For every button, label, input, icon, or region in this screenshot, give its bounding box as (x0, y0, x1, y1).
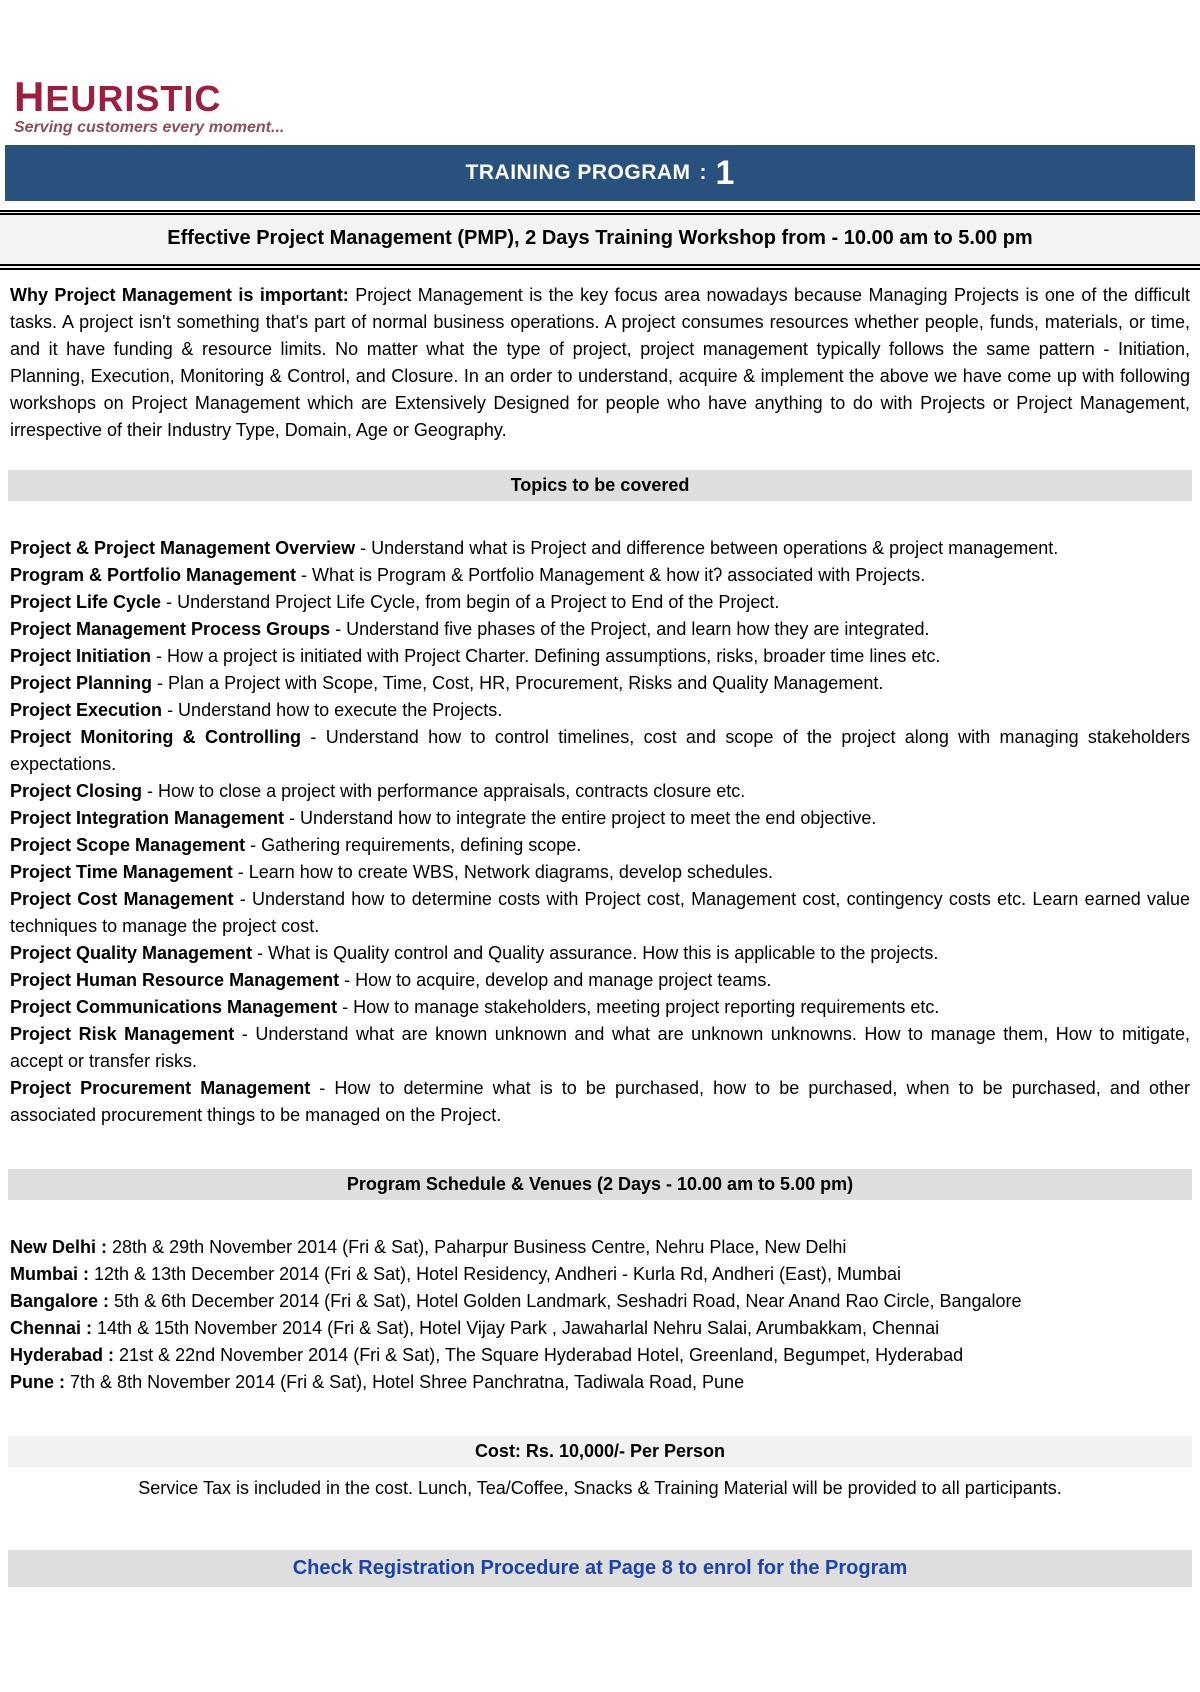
workshop-title: Effective Project Management (PMP), 2 Days Training Workshop from - 10.00 am to 5.00 pm (167, 227, 1033, 249)
schedule-item (10, 1234, 1190, 1261)
topic-name: Project Time Management (10, 862, 233, 882)
topic-item (10, 967, 1190, 994)
training-program-label: TRAINING PROGRAM (465, 161, 691, 184)
schedule-item (10, 1261, 1190, 1288)
schedule-city: Chennai : (10, 1318, 93, 1338)
training-program-number: 1 (715, 154, 735, 192)
schedule-section-heading (8, 1169, 1192, 1200)
topic-item (10, 589, 1190, 616)
schedule-details: 12th & 13th December 2014 (Fri & Sat), Hotel Residency, Andheri - Kurla Rd, Andheri (East), Mumbai (94, 1264, 902, 1284)
topic-name: Project Integration Management (10, 808, 285, 828)
topic-name: Project Planning (10, 673, 153, 693)
topic-item (10, 724, 1190, 778)
cost-heading-bar (8, 1436, 1192, 1467)
schedule-details: 28th & 29th November 2014 (Fri & Sat), Paharpur Business Centre, Nehru Place, New Delhi (112, 1237, 847, 1257)
topic-name: Project & Project Management Overview (10, 538, 356, 558)
topic-item (10, 643, 1190, 670)
schedule-city: Hyderabad : (10, 1345, 115, 1365)
workshop-title-bar (0, 210, 1200, 270)
topic-desc: - Understand how to execute the Projects. (167, 700, 503, 720)
topic-name: Project Communications Management (10, 997, 338, 1017)
schedule-item (10, 1342, 1190, 1369)
schedule-item (10, 1369, 1190, 1396)
topic-item (10, 886, 1190, 940)
heuristic-logo: HEURISTIC (14, 73, 222, 120)
topic-desc: - Gathering requirements, defining scope. (250, 835, 582, 855)
schedule-item (10, 1288, 1190, 1315)
schedule-city: Bangalore : (10, 1291, 110, 1311)
topic-desc: - What is Program & Portfolio Management & how itʔ associated with Projects. (301, 565, 926, 585)
registration-banner[interactable] (8, 1550, 1192, 1587)
topic-desc: - Learn how to create WBS, Network diagrams, develop schedules. (237, 862, 774, 882)
topic-desc: - Understand what are known unknown and what are unknown unknowns. How to manage them, How to mitigate, accept or transfer risks. (10, 1024, 1190, 1071)
topic-name: Project Management Process Groups (10, 619, 331, 639)
schedule-details: 14th & 15th November 2014 (Fri & Sat), Hotel Vijay Park , Jawaharlal Nehru Salai, Arumbakkam, Chennai (97, 1318, 940, 1338)
intro-lead: Why Project Management is important: (10, 285, 349, 305)
topic-desc: - Plan a Project with Scope, Time, Cost, HR, Procurement, Risks and Quality Management. (157, 673, 884, 693)
topic-desc: - Understand five phases of the Project, and learn how they are integrated. (335, 619, 930, 639)
topic-name: Project Life Cycle (10, 592, 162, 612)
topic-item (10, 940, 1190, 967)
training-program-separator: : (699, 161, 707, 184)
schedule-heading-text: Program Schedule & Venues (2 Days - 10.00 am to 5.00 pm) (346, 1174, 854, 1194)
topic-desc: - How to determine what is to be purchased, how to be purchased, when to be purchased, and other associated procurement things to be managed on the Project. (10, 1078, 1190, 1125)
topic-desc: - What is Quality control and Quality assurance. How this is applicable to the projects. (257, 943, 939, 963)
topic-desc: - Understand what is Project and difference between operations & project management. (360, 538, 1059, 558)
topic-name: Project Execution (10, 700, 163, 720)
topics-section-heading (8, 470, 1192, 501)
topic-desc: - How a project is initiated with Project Charter. Defining assumptions, risks, broader time lines etc. (156, 646, 941, 666)
topic-item (10, 562, 1190, 589)
schedule-details: 21st & 22nd November 2014 (Fri & Sat), The Square Hyderabad Hotel, Greenland, Begumpet, Hyderabad (119, 1345, 964, 1365)
schedule-city: New Delhi : (10, 1237, 108, 1257)
cost-note: Service Tax is included in the cost. Lunch, Tea/Coffee, Snacks & Training Material will be provided to all participants. (138, 1478, 1062, 1498)
topic-item (10, 805, 1190, 832)
topic-desc: - Understand Project Life Cycle, from begin of a Project to End of the Project. (166, 592, 780, 612)
topic-item (10, 670, 1190, 697)
schedule-city: Pune : (10, 1372, 66, 1392)
schedule-list (10, 1234, 1190, 1396)
topic-item (10, 697, 1190, 724)
topic-name: Project Monitoring & Controlling (10, 727, 302, 747)
schedule-city: Mumbai : (10, 1264, 89, 1284)
topic-desc: - How to manage stakeholders, meeting project reporting requirements etc. (342, 997, 940, 1017)
topic-item (10, 535, 1190, 562)
logo-block (0, 0, 1200, 137)
topic-item (10, 778, 1190, 805)
registration-link[interactable]: Check Registration Procedure at Page 8 to enrol for the Program (292, 1557, 908, 1579)
topic-item (10, 1075, 1190, 1129)
cost-heading-text: Cost: Rs. 10,000/- Per Person (474, 1441, 726, 1461)
topic-desc: - Understand how to determine costs with Project cost, Management cost, contingency costs etc. Learn earned value techniques to manage the project cost. (10, 889, 1190, 936)
topic-name: Project Procurement Management (10, 1078, 311, 1098)
topic-name: Project Cost Management (10, 889, 234, 909)
intro-paragraph (10, 282, 1190, 444)
topic-name: Project Scope Management (10, 835, 246, 855)
topic-name: Project Risk Management (10, 1024, 235, 1044)
schedule-details: 7th & 8th November 2014 (Fri & Sat), Hotel Shree Panchratna, Tadiwala Road, Pune (70, 1372, 745, 1392)
topic-name: Project Initiation (10, 646, 152, 666)
intro-body: Project Management is the key focus area nowadays because Managing Projects is one of the difficult tasks. A project isn't something that's part of normal business operations. A project consumes resources whether people, funds, materials, or time, and it have funding & resource limits. No matter what the type of project, project management typically follows the same pattern - Initiation, Planning, Execution, Monitoring & Control, and Closure. In an order to understand, acquire & implement the above we have come up with following workshops on Project Management which are Extensively Designed for people who have anything to do with Projects or Project Management, irrespective of their Industry Type, Domain, Age or Geography. (10, 285, 1190, 440)
topics-heading-text: Topics to be covered (510, 475, 690, 495)
topic-item (10, 859, 1190, 886)
logo-tagline: Serving customers every moment... (14, 119, 285, 136)
topic-desc: - Understand how to integrate the entire project to meet the end objective. (289, 808, 877, 828)
topic-item (10, 1021, 1190, 1075)
topic-item (10, 994, 1190, 1021)
schedule-details: 5th & 6th December 2014 (Fri & Sat), Hotel Golden Landmark, Seshadri Road, Near Anand Rao Circle, Bangalore (114, 1291, 1022, 1311)
topic-desc: - Understand how to control timelines, cost and scope of the project along with managing stakeholders expectations. (10, 727, 1190, 774)
schedule-item (10, 1315, 1190, 1342)
training-program-header-bar (5, 145, 1195, 201)
topic-desc: - How to acquire, develop and manage project teams. (344, 970, 772, 990)
topic-name: Project Quality Management (10, 943, 253, 963)
topic-item (10, 616, 1190, 643)
topic-desc: - How to close a project with performance appraisals, contracts closure etc. (147, 781, 746, 801)
topics-list (10, 535, 1190, 1129)
topic-name: Project Closing (10, 781, 143, 801)
topic-item (10, 832, 1190, 859)
topic-name: Project Human Resource Management (10, 970, 340, 990)
topic-name: Program & Portfolio Management (10, 565, 297, 585)
